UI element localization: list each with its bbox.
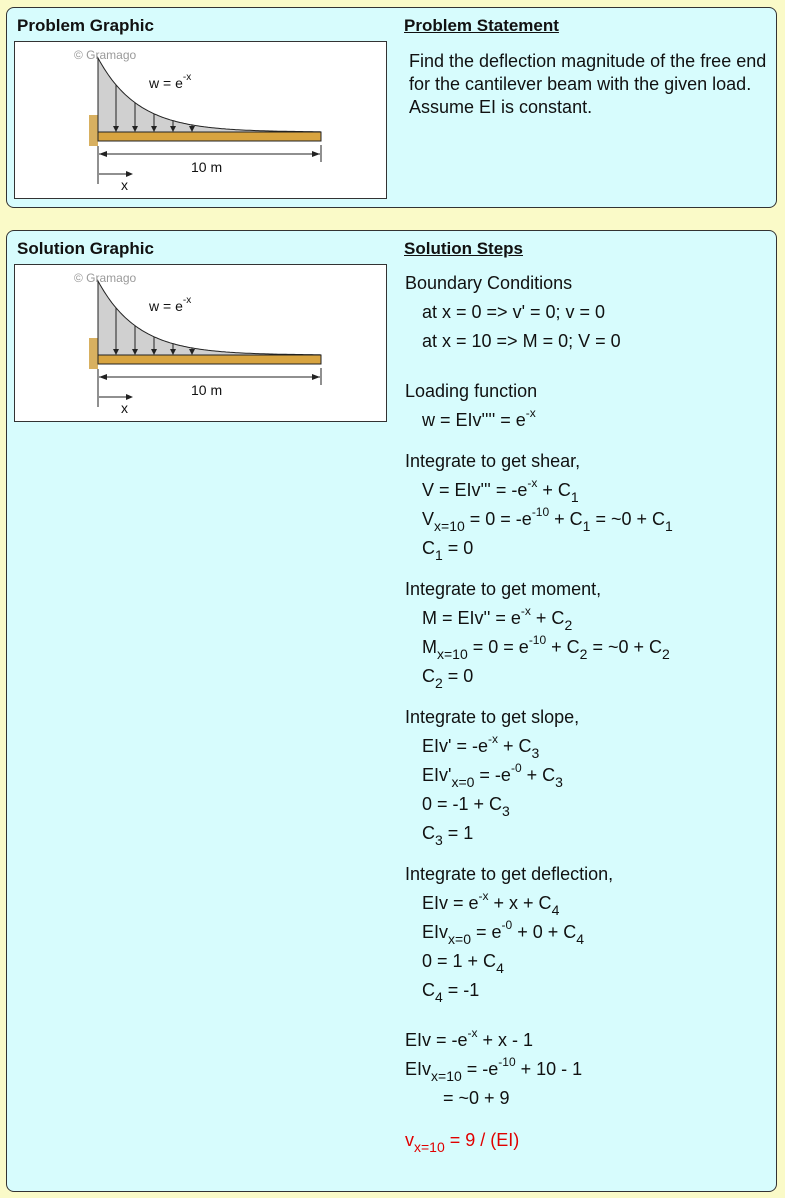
slope-eq-2: $EIv'_{x=0} = -e^{-0} + C_3$ [422, 761, 563, 790]
problem-statement-header: Problem Statement [404, 16, 559, 35]
solution-graphic-header: Solution Graphic [17, 239, 154, 258]
load-label: $w = e^{-x}$ [149, 72, 192, 91]
final-eq-2: $EIv_{x=10} = -e^{-10} + 10 - 1$ [405, 1055, 583, 1084]
bc-line-2: at x = 10 => M = 0; V = 0 [422, 331, 621, 351]
problem-graphic-header: Problem Graphic [17, 16, 154, 35]
shear-eq-1: $V = EIv''' = -e^{-x} + C_1$ [422, 476, 579, 505]
length-label: 10 m [191, 159, 223, 175]
deflection-eq-2: $EIv_{x=0} = e^{-0} + 0 + C_4$ [422, 918, 585, 947]
final-eq-1: EIv = $-e^{-x} + x - 1$ [405, 1026, 534, 1050]
moment-eq-1: $M = EIv'' = e^{-x} + C_2$ [422, 604, 573, 633]
shear-eq-3: $C_1 = 0$ [422, 538, 474, 563]
length-label: 10 m [191, 382, 223, 398]
moment-title: Integrate to get moment, [405, 579, 602, 599]
cantilever-beam [98, 132, 321, 141]
solution-steps [405, 269, 775, 1155]
answer: $v_{x=10} = 9 / (EI)$ [405, 1130, 520, 1155]
slope-eq-4: $C_3 = 1$ [422, 823, 474, 848]
exponential-load [98, 281, 321, 355]
load-label: $w = e^{-x}$ [149, 295, 192, 314]
moment-eq-2: $M_{x=10} = 0 = e^{-10} + C_2$ = ~0 + $C_2$ [422, 633, 670, 662]
watermark: © Gramago [74, 271, 137, 285]
deflection-eq-1: EIv = $e^{-x} + x + C_4$ [422, 889, 560, 918]
deflection-eq-4: $C_4 = -1$ [422, 980, 480, 1005]
bc-title: Boundary Conditions [405, 273, 573, 293]
problem-panel [6, 7, 777, 208]
problem-graphic [14, 41, 387, 199]
shear-eq-2: $V_{x=10} = 0 = -e^{-10} + C_1$ = ~0 + $C_1$ [422, 505, 673, 534]
slope-eq-3: $0 = -1 + C_3$ [422, 794, 510, 819]
solution-panel [6, 230, 777, 1192]
wall-support [89, 338, 98, 369]
x-label: x [121, 400, 128, 416]
bc-line-1: at x = 0 => v' = 0; v = 0 [422, 302, 606, 322]
solution-graphic [14, 264, 387, 422]
exponential-load [98, 58, 321, 132]
slope-eq-1: $EIv' = -e^{-x} + C_3$ [422, 732, 540, 761]
solution-steps-header: Solution Steps [404, 239, 523, 258]
watermark: © Gramago [74, 48, 137, 62]
cantilever-beam [98, 355, 321, 364]
wall-support [89, 115, 98, 146]
deflection-title: Integrate to get deflection, [405, 864, 614, 884]
deflection-eq-3: $0 = 1 + C_4$ [422, 951, 504, 976]
x-label: x [121, 177, 128, 193]
moment-eq-3: $C_2 = 0$ [422, 666, 474, 691]
final-eq-3: = ~0 + 9 [443, 1088, 510, 1108]
loading-title: Loading function [405, 381, 538, 401]
loading-eq: $w = EIv'''' = e^{-x}$ [422, 406, 536, 430]
beam-figure [15, 265, 388, 423]
problem-statement: Find the deflection magnitude of the free end for the cantilever beam with the given load. Assume EI is constant. [409, 51, 767, 117]
beam-figure [15, 42, 388, 200]
shear-title: Integrate to get shear, [405, 451, 581, 471]
slope-title: Integrate to get slope, [405, 707, 580, 727]
